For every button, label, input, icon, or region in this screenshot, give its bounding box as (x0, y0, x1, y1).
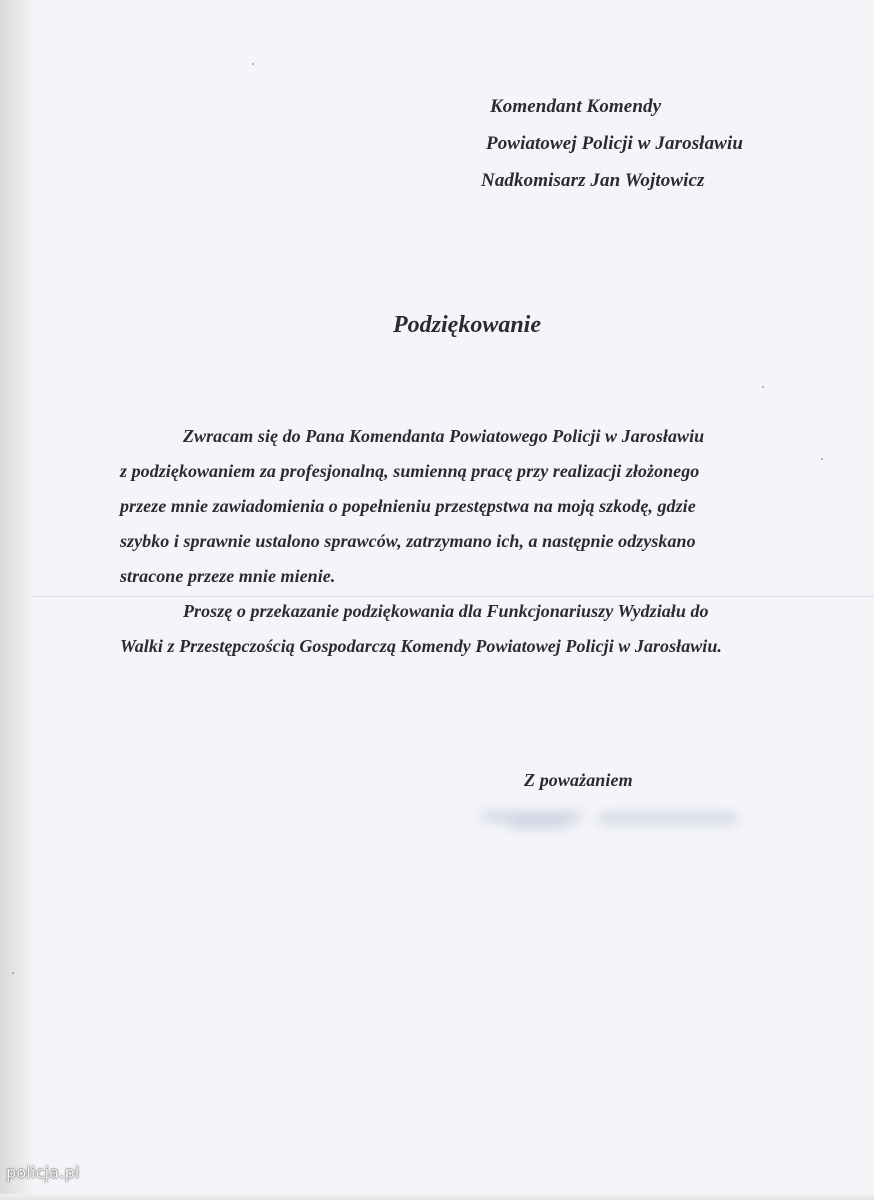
paragraph-1-line-3: przeze mnie zawiadomienia o popełnieniu przestępstwa na moją szkodę, gdzie (120, 496, 696, 516)
recipient-line-2: Powiatowej Policji w Jarosławiu (486, 133, 743, 154)
paragraph-1-line-1: Zwracam się do Pana Komendanta Powiatowego Policji w Jarosławiu (183, 426, 705, 446)
redacted-signature (478, 800, 746, 840)
scan-left-edge (0, 0, 33, 1200)
paper-fold-line (33, 596, 874, 597)
recipient-line-1: Komendant Komendy (490, 96, 662, 117)
paragraph-1-line-4: szybko i sprawnie ustalono sprawców, zatrzymano ich, a następnie odzyskano (120, 531, 696, 551)
paper-speck (12, 972, 14, 974)
paragraph-1-line-5: stracone przeze mnie mienie. (120, 566, 336, 586)
letter-title: Podziękowanie (393, 312, 541, 338)
paper-speck (252, 63, 254, 65)
site-watermark: policja.pl (6, 1163, 80, 1182)
paragraph-2-line-1: Proszę o przekazanie podziękowania dla Funkcjonariuszy Wydziału do (183, 601, 709, 621)
paper-speck (762, 386, 764, 388)
closing-phrase: Z poważaniem (524, 770, 633, 790)
paragraph-1-line-2: z podziękowaniem za profesjonalną, sumienną pracę przy realizacji złożonego (120, 461, 700, 481)
scan-bottom-edge (0, 1194, 874, 1200)
paper-speck (821, 458, 823, 460)
recipient-line-3: Nadkomisarz Jan Wojtowicz (481, 170, 705, 191)
paragraph-2-line-2: Walki z Przestępczością Gospodarczą Komendy Powiatowej Policji w Jarosławiu. (120, 636, 722, 656)
